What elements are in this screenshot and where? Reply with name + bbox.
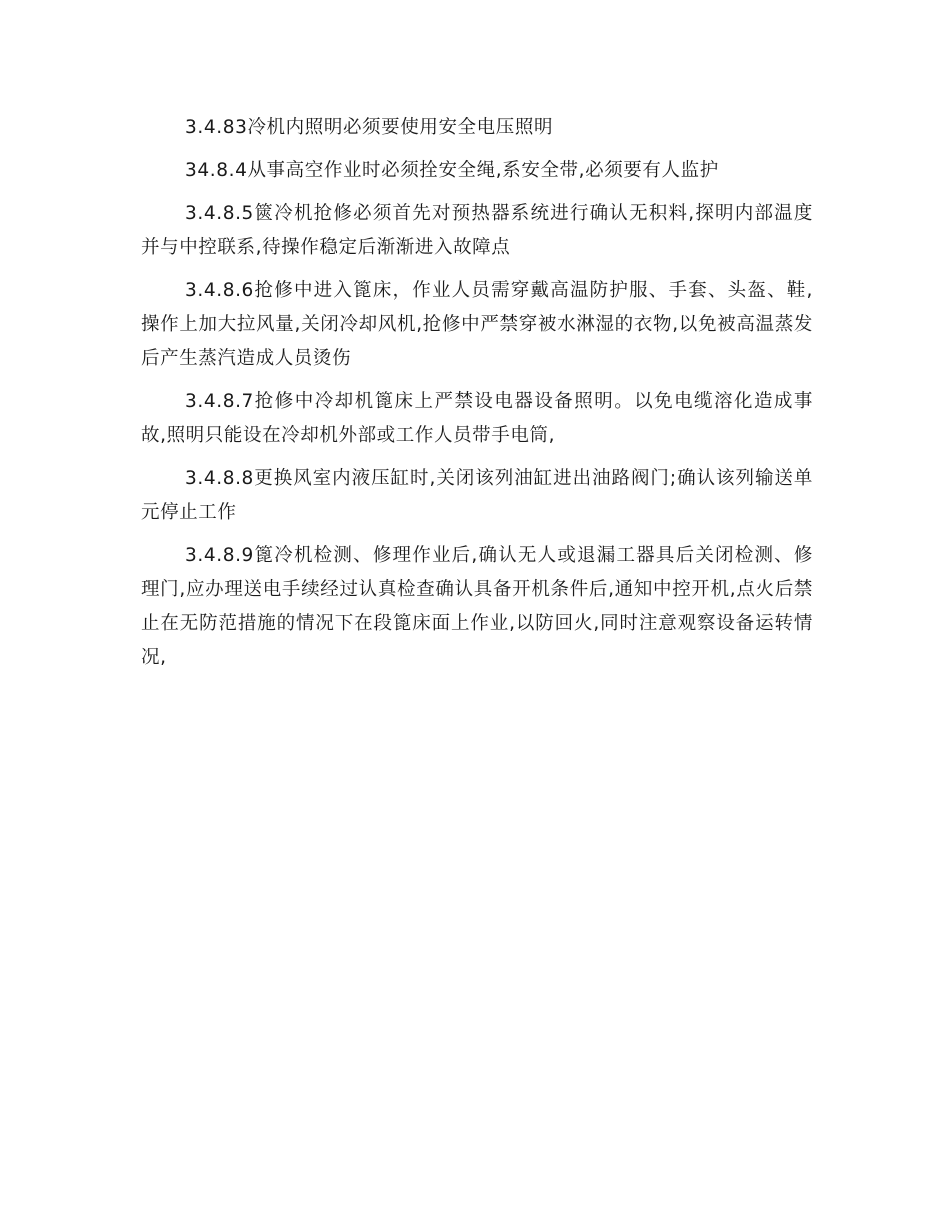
paragraph-3-4-8-6: 3.4.8.6抢修中进入篦床，作业人员需穿戴高温防护服、手套、头盔、鞋,操作上加大拉风量,关闭冷却风机,抢修中严禁穿被水淋湿的衣物,以免被高温蒸发后产生蒸汽造成人员烫伤 [141,280,813,369]
paragraph-3-4-8-8: 3.4.8.8更换风室内液压缸时,关闭该列油缸进出油路阀门;确认该列输送单元停止工作 [141,468,813,523]
paragraph-3-4-8-5: 3.4.8.5篋冷机抢修必须首先对预热器系统进行确认无积料,探明内部温度并与中控联系,待操作稳定后渐渐进入故障点 [141,203,813,258]
paragraph-3-4-8-7: 3.4.8.7抢修中冷却机篦床上严禁设电器设备照明。以免电缆溶化造成事故,照明只能设在冷却机外部或工作人员带手电筒, [141,391,813,446]
paragraph-3-4-8-9: 3.4.8.9篦冷机检测、修理作业后,确认无人或退漏工器具后关闭检测、修理门,应办理送电手续经过认真检查确认具备开机条件后,通知中控开机,点火后禁止在无防范措施的情况下在段篦床面上作业,以防回火,同时注意观察设备运转情况, [141,545,813,668]
document-body [141,111,813,684]
paragraph-3-4-8-4: 34.8.4从事高空作业时必须拴安全绳,系安全带,必须要有人监护 [185,160,719,181]
paragraph-3-4-8-3: 3.4.83冷机内照明必须要使用安全电压照明 [185,117,554,138]
